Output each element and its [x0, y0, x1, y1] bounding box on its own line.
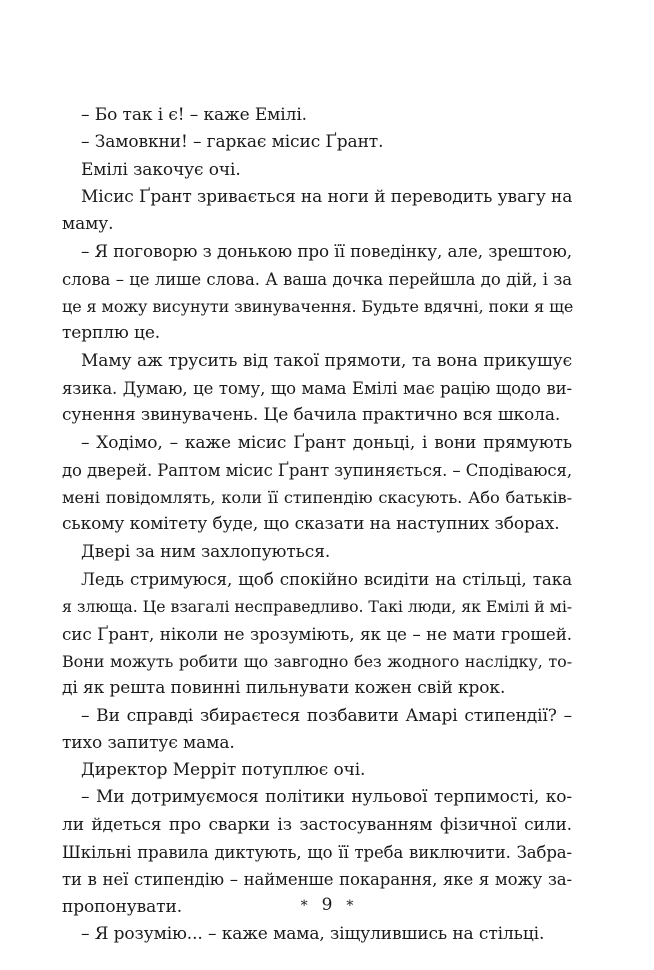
right-star-ornament: *	[346, 897, 354, 914]
text-line: – Замовкни! – гаркає місис Ґрант.	[81, 132, 384, 153]
text-line: ти в неї стипендію – найменше покарання, яке я можу за-	[62, 870, 572, 890]
text-line: Ледь стримуюся, щоб спокійно всидіти на стільці, така	[81, 569, 572, 590]
page-footer	[0, 893, 654, 918]
text-line: слова – це лише слова. А ваша дочка перейшла до дій, і за	[62, 269, 572, 289]
text-line: Вони можуть робити що завгодно без жодного наслідку, то-	[62, 651, 572, 671]
text-line: маму.	[62, 214, 114, 235]
text-line: сис Ґрант, ніколи не зрозуміють, як це – не мати грошей.	[62, 623, 572, 644]
text-line: сунення звинувачень. Це бачила практично вся школа.	[62, 405, 561, 426]
text-line: терплю це.	[62, 323, 161, 344]
text-line: – Ходімо, – каже місис Ґрант доньці, і вони прямують	[81, 432, 572, 453]
text-line: Двері за ним захлопуються.	[81, 541, 331, 562]
text-line: язика. Думаю, це тому, що мама Емілі має рацію щодо ви-	[62, 378, 572, 398]
text-line: – Я розумію... – каже мама, зіщулившись на стільці.	[81, 923, 545, 944]
text-line: Місис Ґрант зривається на ноги й переводить увагу на	[81, 186, 573, 207]
text-line: Шкільні правила диктують, що її треба виключити. Забра-	[62, 843, 572, 863]
text-line: тихо запитує мама.	[62, 732, 235, 753]
text-line: мені повідомлять, коли її стипендію скасують. Або батьків-	[62, 488, 572, 508]
text-line: Емілі закочує очі.	[81, 159, 241, 180]
text-line: Директор Меррiт потуплює очі.	[81, 760, 366, 781]
text-line: це я можу висунути звинувачення. Будьте вдячні, поки я ще	[62, 297, 574, 317]
text-line: – Ми дотримуємося політики нульової терпимості, ко-	[81, 787, 572, 808]
page-text	[62, 102, 572, 948]
text-line: ському комітету буде, що сказати на наступних зборах.	[62, 514, 560, 535]
text-line: до дверей. Раптом місис Ґрант зупиняється. – Сподіваюся,	[62, 460, 573, 480]
left-star-ornament: *	[300, 897, 308, 914]
text-line: – Бо так і є! – каже Емілі.	[81, 105, 307, 125]
text-line: Маму аж трусить від такої прямоти, та вона прикушує	[81, 350, 572, 371]
text-line: ді як решта повинні пильнувати кожен свій крок.	[62, 678, 506, 699]
page-number: 9	[321, 895, 333, 915]
text-line: я злюща. Це взагалі несправедливо. Такі люди, як Емілі й мі-	[62, 597, 572, 617]
text-line: ли йдеться про сварки із застосуванням фізичної сили.	[62, 814, 572, 835]
text-line: пропонувати.	[62, 896, 182, 917]
text-line: – Ви справді збираєтеся позбавити Амарі стипендії? –	[81, 705, 572, 726]
text-line: – Я поговорю з донькою про її поведінку, але, зрештою,	[81, 241, 572, 262]
